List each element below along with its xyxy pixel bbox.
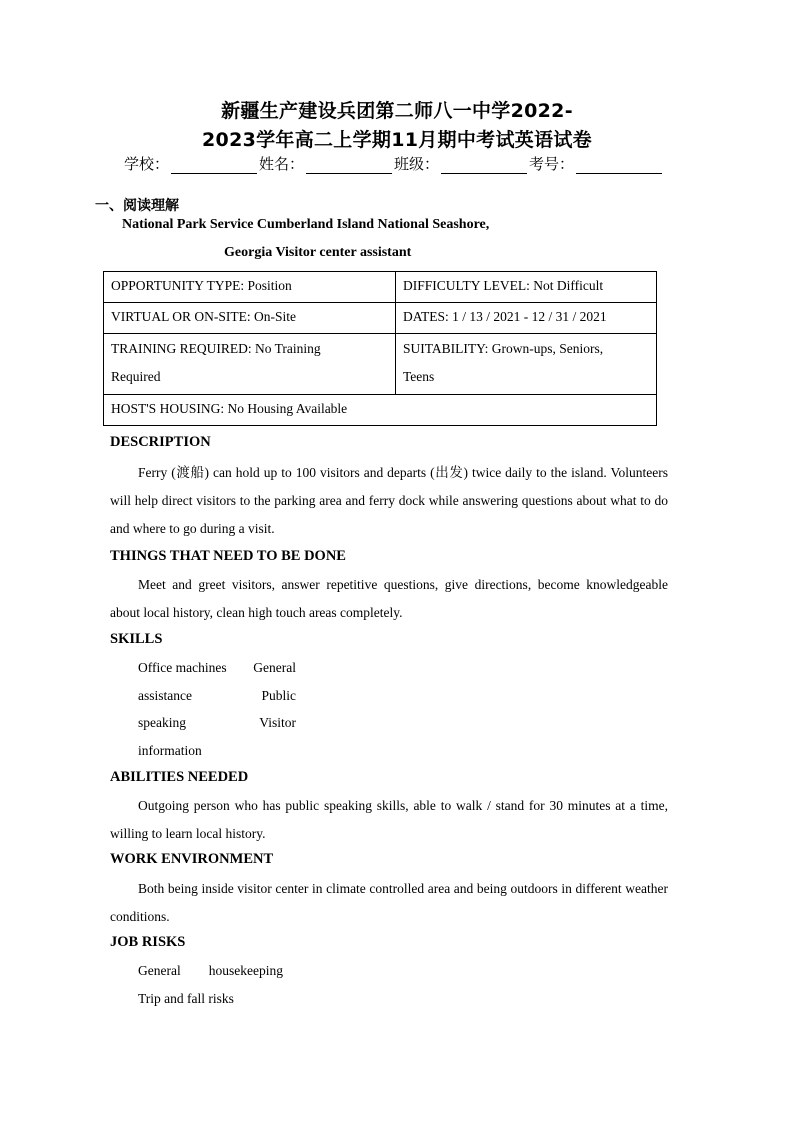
skills-heading: SKILLS <box>110 631 163 647</box>
skills-list <box>138 654 296 764</box>
description-text: Ferry (渡船) can hold up to 100 visitors and departs (出发) twice daily to the island. Volunteers will help direct visitors to the parking area and ferry dock while answering questions about what to do and where to go during a visit. <box>110 465 668 536</box>
abilities-heading: ABILITIES NEEDED <box>110 769 249 785</box>
skill-text: assistance <box>138 687 192 703</box>
number-blank[interactable] <box>576 156 662 174</box>
number-label: 考号： <box>529 155 575 173</box>
list-item <box>138 682 296 710</box>
list-item <box>138 654 296 682</box>
suitability-cell <box>396 334 657 395</box>
training-required-cell <box>104 334 396 395</box>
work-environment-text: Both being inside visitor center in climate controlled area and being outdoors in different weather conditions. <box>110 881 668 924</box>
job-risks-heading: JOB RISKS <box>110 934 186 950</box>
risk-text: housekeeping <box>208 963 283 978</box>
training-line-2: Required <box>111 369 161 384</box>
section-heading: 一、阅读理解 <box>95 198 179 214</box>
difficulty-level-cell: DIFFICULTY LEVEL: Not Difficult <box>396 272 657 303</box>
training-line-1: TRAINING REQUIRED: No Training <box>111 341 321 356</box>
name-label: 姓名： <box>259 155 305 173</box>
class-blank[interactable] <box>441 156 527 174</box>
table-row <box>104 303 657 334</box>
table-row <box>104 395 657 426</box>
skill-text: speaking <box>138 715 186 730</box>
skill-text: General <box>253 660 296 675</box>
passage-title-line-1: National Park Service Cumberland Island National Seashore, <box>122 217 490 232</box>
work-environment-heading: WORK ENVIRONMENT <box>110 851 274 867</box>
table-row <box>104 272 657 303</box>
list-item <box>138 737 296 765</box>
virtual-onsite-cell: VIRTUAL OR ON-SITE: On-Site <box>104 303 396 334</box>
opportunity-type-cell: OPPORTUNITY TYPE: Position <box>104 272 396 303</box>
things-text: Meet and greet visitors, answer repetitive questions, give directions, become knowledgeable about local history, clean high touch areas completely. <box>110 577 668 620</box>
skill-text: information <box>138 742 202 758</box>
class-label: 班级： <box>394 155 440 173</box>
school-label: 学校： <box>124 155 170 173</box>
risk-text: General <box>138 963 181 978</box>
things-heading: THINGS THAT NEED TO BE DONE <box>110 548 346 564</box>
skill-text: Office machines <box>138 660 227 675</box>
skill-text: Public <box>261 687 296 703</box>
list-item <box>138 709 296 737</box>
housing-cell: HOST'S HOUSING: No Housing Available <box>104 395 657 426</box>
opportunity-info-table <box>103 271 657 426</box>
suitability-line-2: Teens <box>403 369 435 384</box>
suitability-line-1: SUITABILITY: Grown-ups, Seniors, <box>403 341 604 356</box>
skill-text: Visitor <box>259 715 296 730</box>
passage-title-line-2: Georgia Visitor center assistant <box>224 245 412 260</box>
exam-title-line-2: 2023学年高二上学期11月期中考试英语试卷 <box>202 129 592 151</box>
name-blank[interactable] <box>306 156 392 174</box>
abilities-text: Outgoing person who has public speaking skills, able to walk / stand for 30 minutes at a time, willing to learn local history. <box>110 798 668 841</box>
list-item <box>138 957 283 985</box>
dates-cell: DATES: 1 / 13 / 2021 - 12 / 31 / 2021 <box>396 303 657 334</box>
student-info-line <box>124 153 664 174</box>
list-item: Trip and fall risks <box>138 990 234 1006</box>
table-row <box>104 334 657 395</box>
exam-title-line-1: 新疆生产建设兵团第二师八一中学2022- <box>221 100 573 122</box>
job-risks-list <box>138 957 283 1012</box>
school-blank[interactable] <box>171 156 257 174</box>
description-heading: DESCRIPTION <box>110 434 211 450</box>
